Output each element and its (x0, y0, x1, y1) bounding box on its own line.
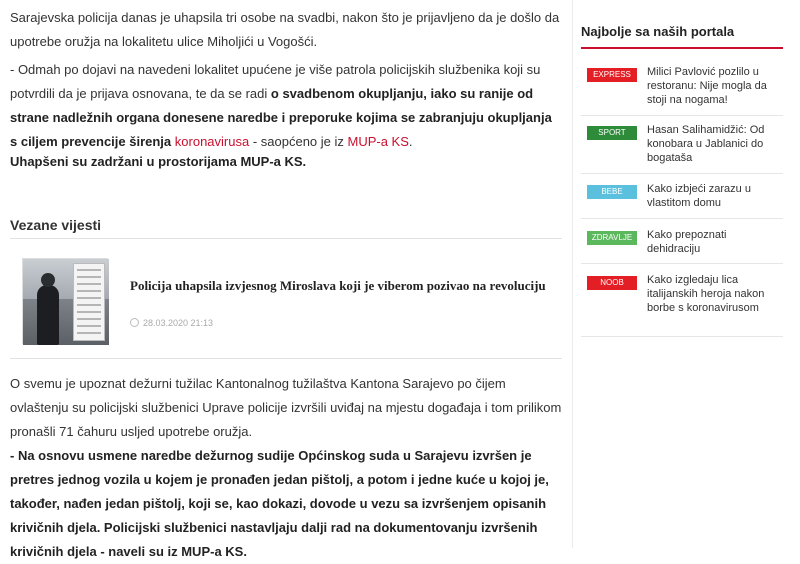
category-badge[interactable]: SPORT (587, 126, 637, 140)
related-news-thumbnail[interactable] (22, 258, 108, 344)
category-badge[interactable]: NOOB (587, 276, 637, 290)
paragraph-5-bold: - Na osnovu usmene naredbe dežurnog sudije Općinskog suda u Sarajevu izvršen je pretres jednog vozila u kojem je pronađen jedan pištolj, a potom i jedne kuće u kojoj je, također, nađen jedan pištolj, koji se, kao dokazi, dovode u vezu sa izvršenjem opisanih krivičnih djela. Policijski službenici nastavljaju dalji rad na dokumentovanju izvršenih krivičnih djela - naveli su iz MUP-a KS. (10, 448, 549, 559)
clock-icon (130, 318, 139, 327)
sidebar-separator (581, 115, 783, 116)
sidebar-separator (581, 173, 783, 174)
category-badge[interactable]: EXPRESS (587, 68, 637, 82)
related-news-heading-text: Vezane vijesti (10, 217, 102, 233)
paragraph-2-bold: o svadbenom okupljanju, iako su ranije od strane nadležnih organa donesene naredbe i preporuke kojima se zabranjuju okupljanja s ciljem prevencije širenja (10, 86, 552, 149)
divider (10, 358, 562, 359)
article-paragraph-2 (10, 58, 562, 154)
sidebar-item-title[interactable]: Hasan Salihamidžić: Od konobara u Jablanici do bogataša (647, 124, 765, 164)
sidebar-separator (581, 336, 783, 337)
thumbnail-person (37, 285, 59, 345)
sidebar-title: Najbolje sa naših portala (581, 24, 783, 49)
sidebar-item-title[interactable]: Kako prepoznati dehidraciju (647, 229, 727, 255)
sidebar (572, 0, 790, 548)
paragraph-2-text-a: - Odmah po dojavi na navedeni lokalitet upućene je više patrola policijskih službenika koji su potvrdili da je prijava osnovana, te da se radi (10, 62, 541, 101)
paragraph-3-bold: Uhapšeni su zadržani u prostorijama MUP-a KS. (10, 154, 307, 169)
category-badge[interactable]: BEBE (587, 185, 637, 199)
sidebar-item-title[interactable]: Kako izbjeći zarazu u vlastitom domu (647, 183, 751, 209)
sidebar-separator (581, 263, 783, 264)
related-news-date (130, 318, 213, 328)
koronavirus-link[interactable]: koronavirusa (174, 134, 250, 149)
article-paragraph-4: O svemu je upoznat dežurni tužilac Kantonalnog tužilaštva Kantona Sarajevo po čijem ovlaštenju su policijski službenici Uprave policije izvršili uviđaj na mjestu događaja i tom prilikom pronašli 71 čahuru usljed upotrebe oružja. (10, 376, 562, 439)
article-paragraph-1: Sarajevska policija danas je uhapsila tri osobe na svadbi, nakon što je prijavljeno da je došlo da upotrebe oružja na lokalitetu ulice Miholjići u Vogošći. (10, 10, 560, 49)
sidebar-separator (581, 218, 783, 219)
related-news-card[interactable] (22, 258, 562, 344)
article-paragraph-5 (10, 444, 562, 564)
mup-ks-link[interactable]: MUP-a KS (347, 134, 409, 149)
article-paragraph-3 (10, 150, 562, 174)
sidebar-item-title[interactable]: Kako izgledaju lica italijanskih heroja nakon borbe s koronavirusom (647, 274, 765, 314)
thumbnail-phone-screenshot (73, 263, 105, 341)
sidebar-item-title[interactable]: Milici Pavlović pozlilo u restoranu: Nije mogla da stoji na nogama! (647, 66, 767, 106)
related-news-heading (10, 217, 562, 239)
thumbnail-person-head (41, 273, 55, 287)
related-news-date-text: 28.03.2020 21:13 (143, 318, 214, 328)
related-news-title[interactable]: Policija uhapsila izvjesnog Miroslava koji je viberom pozivao na revoluciju (130, 278, 546, 293)
paragraph-2-text-c: - saopćeno je iz (249, 134, 348, 149)
category-badge[interactable]: ZDRAVLJE (587, 231, 637, 245)
paragraph-2-text-d: . (408, 134, 413, 149)
